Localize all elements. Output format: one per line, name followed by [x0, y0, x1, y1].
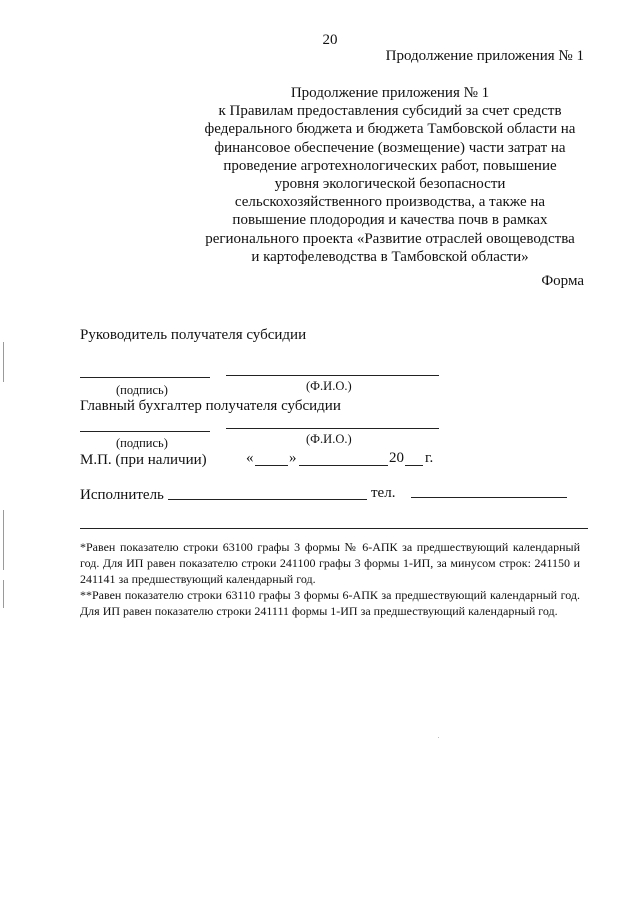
- header-line: уровня экологической безопасности: [274, 176, 506, 193]
- accountant-title: Главный бухгалтер получателя субсидии: [80, 398, 341, 414]
- header-line: финансовое обеспечение (возмещение) части затрат на: [214, 139, 566, 156]
- header-line: регионального проекта «Развитие отраслей овощеводства: [205, 230, 575, 247]
- footnote-separator: [80, 528, 588, 529]
- appendix-header: [190, 84, 590, 266]
- header-line: федерального бюджета и бюджета Тамбовской области на: [204, 121, 576, 138]
- head-signature-line: [80, 377, 210, 378]
- footnotes: [80, 539, 580, 619]
- date-year-line: [405, 465, 423, 466]
- footnote: *Равен показателю строки 63100 графы 3 формы № 6-АПК за предшествующий календарный год. Для ИП равен показателю строки 241100 графы 3 формы 1-ИП, за минусом строк: 241150 и 241141 за предшествующий календарный год.: [80, 540, 580, 586]
- accountant-signature-label: (подпись): [116, 436, 168, 450]
- date-year: 20: [389, 450, 404, 466]
- page-number: 20: [322, 32, 338, 48]
- phone-label: тел.: [371, 485, 396, 501]
- header-line: к Правилам предоставления субсидий за счет средств: [218, 103, 562, 120]
- head-signature-label: (подпись): [116, 383, 168, 397]
- date-close-quote: »: [289, 450, 297, 466]
- scan-mark: [3, 342, 4, 382]
- date-suffix: г.: [425, 450, 434, 466]
- phone-line: [411, 497, 567, 498]
- continuation-label: Продолжение приложения № 1: [385, 48, 584, 64]
- accountant-signature-line: [80, 431, 210, 432]
- accountant-name-label: (Ф.И.О.): [306, 432, 352, 446]
- header-line: и картофелеводства в Тамбовской области»: [251, 248, 529, 265]
- footnote: **Равен показателю строки 63110 графы 3 формы 6-АПК за предшествующий календарный год. Для ИП равен показателю строки 241111 формы 1-ИП за предшествующий календарный год.: [80, 588, 580, 618]
- stamp-label: М.П. (при наличии): [80, 452, 207, 468]
- head-name-label: (Ф.И.О.): [306, 379, 352, 393]
- head-title: Руководитель получателя субсидии: [80, 327, 307, 343]
- header-line: проведение агротехнологических работ, повышение: [223, 157, 557, 174]
- scan-mark: [3, 510, 4, 570]
- executor-line: [168, 499, 367, 500]
- form-label: Форма: [541, 273, 584, 289]
- date-month-line: [299, 465, 388, 466]
- date-open-quote: «: [246, 450, 254, 466]
- header-line: сельскохозяйственного производства, а также на: [234, 194, 546, 211]
- scan-mark: [3, 580, 4, 608]
- scan-speck: [438, 737, 439, 738]
- head-name-line: [226, 375, 439, 376]
- header-line: Продолжение приложения № 1: [290, 85, 490, 101]
- executor-label: Исполнитель: [80, 487, 164, 503]
- accountant-name-line: [226, 428, 439, 429]
- header-line: повышение плодородия и качества почв в рамках: [232, 212, 548, 229]
- date-day-line: [255, 465, 288, 466]
